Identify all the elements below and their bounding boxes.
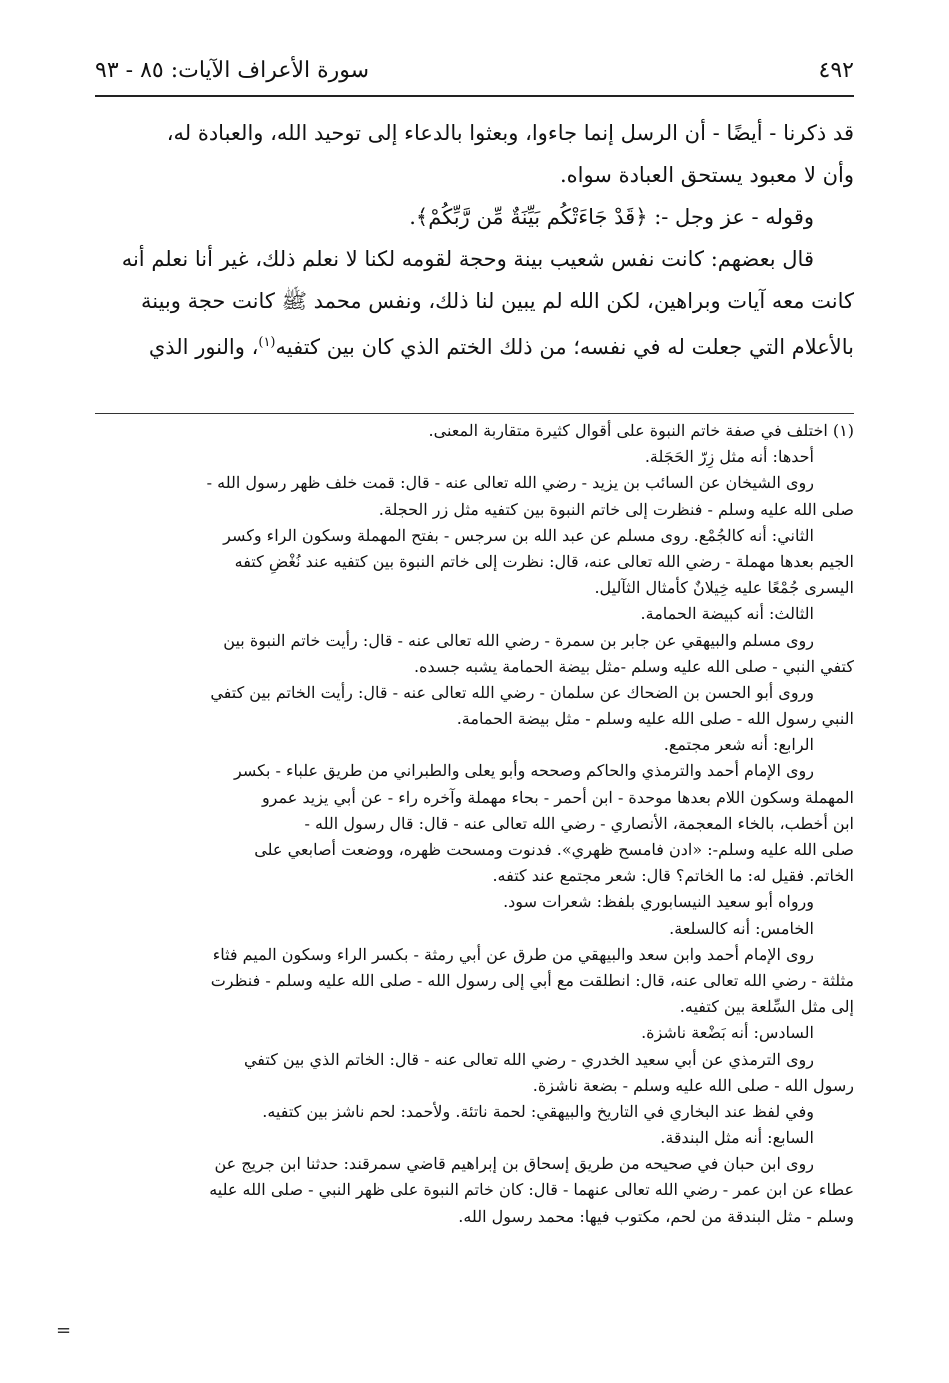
footnote-line: صلى الله عليه وسلم - فنظرت إلى خاتم النبوة بين كتفيه مثل زر الحجلة.: [378, 499, 854, 519]
footnote-line: الخامس: أنه كالسلعة.: [669, 918, 814, 938]
margin-mark: =: [56, 1320, 72, 1341]
footnote-line: كتفي النبي - صلى الله عليه وسلم -مثل بيضة الحمامة يشبه جسده.: [413, 656, 854, 676]
footnote-line: (١) اختلف في صفة خاتم النبوة على أقوال كثيرة متقاربة المعنى.: [428, 421, 854, 440]
footnote-line: روى الترمذي عن أبي سعيد الخدري - رضي الله تعالى عنه - قال: الخاتم الذي بين كتفي: [243, 1049, 814, 1069]
header-rule: [95, 95, 854, 97]
footnote-line: ورواه أبو سعيد النيسابوري بلفظ: شعرات سود.: [503, 892, 814, 912]
footnote-line: وسلم - مثل البندقة من لحم، مكتوب فيها: محمد رسول الله.: [458, 1206, 854, 1226]
main-line-part: بالأعلام التي جعلت له في نفسه؛ من ذلك الختم الذي كان بين كتفيه: [275, 335, 854, 359]
main-line: كانت معه آيات وبراهين، لكن الله لم يبين لنا ذلك، ونفس محمد ﷺ كانت حجة وبينة: [140, 289, 854, 313]
main-line: وقوله - عز وجل -: ﴿قَدْ جَاءَتْكُم بَيِّنَةٌ مِّن رَّبِّكُمْ﴾.: [409, 205, 814, 229]
footnote-line: روى الإمام أحمد وابن سعد والبيهقي من طرق عن أبي رمثة - بكسر الراء وسكون الميم فثاء: [212, 944, 814, 964]
footnote-line: إلى مثل السِّلعة بين كتفيه.: [679, 997, 854, 1017]
footnote-line: الثاني: أنه كالجُمْع. روى مسلم عن عبد الله بن سرجس - بفتح المهملة وسكون الراء وكسر: [223, 525, 814, 545]
page-number: ٤٩٢: [818, 58, 854, 83]
footnote-line: روى مسلم والبيهقي عن جابر بن سمرة - رضي الله تعالى عنه - قال: رأيت خاتم النبوة بين: [223, 630, 814, 650]
footnote-line: المهملة وسكون اللام بعدها موحدة - ابن أحمر - بحاء مهملة وآخره راء - عن أبي يزيد عمرو: [261, 787, 854, 807]
footnote-line: الخاتم. فقيل له: ما الخاتم؟ قال: شعر مجتمع عند كتفه.: [492, 866, 854, 886]
footnote-line: عطاء عن ابن عمر - رضي الله تعالى عنهما - قال: كان خاتم النبوة على ظهر النبي - صلى الله عليه: [209, 1180, 854, 1200]
main-line: وأن لا معبود يستحق العبادة سواه.: [559, 163, 854, 187]
footnote-line: الرابع: أنه شعر مجتمع.: [663, 735, 814, 755]
footnote-line: السادس: أنه بَضْعة ناشزة.: [641, 1023, 814, 1043]
footnote-line: الثالث: أنه كبيضة الحمامة.: [640, 604, 814, 624]
footnote-rule: [95, 413, 854, 414]
footnote-line: اليسرى جُمْعًا عليه خِيلانٌ كأمثال الثآليل.: [594, 578, 854, 598]
footnote-line: النبي رسول الله - صلى الله عليه وسلم - مثل بيضة الحمامة.: [456, 709, 854, 729]
footnotes: [95, 418, 854, 1230]
footnote-line: أحدها: أنه مثل زِرّ الحَجَلة.: [644, 447, 814, 467]
footnote-line: السابع: أنه مثل البندقة.: [660, 1128, 814, 1148]
footnote-line: وروى أبو الحسن بن الضحاك عن سلمان - رضي الله تعالى عنه - قال: رأيت الخاتم بين كتفي: [210, 682, 814, 702]
main-line: قال بعضهم: كانت نفس شعيب بينة وحجة لقومه لكنا لا نعلم ذلك، غير أنا نعلم أنه: [121, 247, 814, 271]
footnote-line: مثلثة - رضي الله تعالى عنه، قال: انطلقت مع أبي إلى رسول الله - صلى الله عليه وسلم - فنظرت: [210, 970, 854, 990]
footnote-line: روى الإمام أحمد والترمذي والحاكم وصححه وأبو يعلى والطبراني من طريق علباء - بكسر: [234, 761, 814, 781]
footnote-line: رسول الله - صلى الله عليه وسلم - بضعة ناشزة.: [532, 1075, 854, 1095]
footnote-line: صلى الله عليه وسلم-: «ادن فامسح ظهري». فدنوت ومسحت ظهره، ووضعت أصابعي على: [254, 840, 854, 859]
footnote-line: الجيم بعدها مهملة - رضي الله تعالى عنه، قال: نظرت إلى خاتم النبوة بين كتفيه عند نُغْضِ كتفه: [234, 551, 854, 571]
footnote-line: روى الشيخان عن السائب بن يزيد - رضي الله تعالى عنه - قال: قمت خلف ظهر رسول الله -: [206, 473, 814, 493]
footnote-line: روى ابن حبان في صحيحه من طريق إسحاق بن إبراهيم قاضي سمرقند: حدثنا ابن جريج عن: [214, 1154, 814, 1174]
footnote-marker[interactable]: (١): [258, 335, 276, 350]
page-header: [95, 50, 854, 90]
sura-title: سورة الأعراف الآيات: ٨٥ - ٩٣: [95, 58, 370, 83]
main-text: [95, 112, 854, 368]
main-line-part: ، والنور الذي: [148, 335, 259, 359]
main-line-last: [95, 322, 854, 368]
main-line: قد ذكرنا - أيضًا - أن الرسل إنما جاءوا، وبعثوا بالدعاء إلى توحيد الله، والعبادة له،: [166, 121, 854, 145]
footnote-line: وفي لفظ عند البخاري في التاريخ والبيهقي: لحمة ناتئة. ولأحمد: لحم ناشز بين كتفيه.: [262, 1101, 814, 1121]
footnote-line: ابن أخطب، بالخاء المعجمة، الأنصاري - رضي الله تعالى عنه - قال: قال رسول الله -: [304, 813, 854, 833]
